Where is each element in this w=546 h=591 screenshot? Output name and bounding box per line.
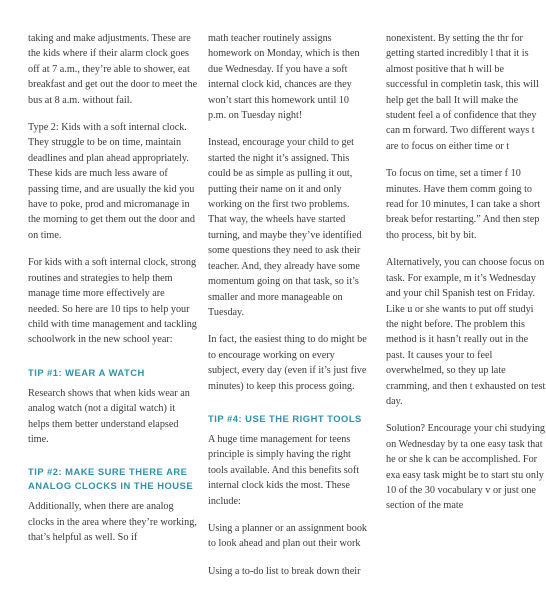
tip-1-heading: TIP #1: WEAR A WATCH: [28, 366, 145, 378]
paragraph: Type 2: Kids with a soft internal clock. They struggle to be on time, maintain deadlines and plan ahead appropriately. These kids are much less aware of passing time, and are usually the kid you have to poke, prod and micromanage in the morning to get them out the door and on time.: [28, 122, 195, 241]
paragraph: Additionally, when there are analog clocks in the area where they’re working, that’s helpful as well. So if: [28, 501, 197, 544]
paragraph: nonexistent. By setting the thr for getting started incredibly l that it is almost positive that h will be successful in completin task, this will help get the ball It will make the student feel a of confidence that they can m forward. Two different ways t are to focus on either time or t: [386, 33, 539, 152]
paragraph: taking and make adjustments. These are the kids where if their alarm clock goes off at 7 a.m., they’re able to shower, eat breakfast and get out the door to meet the bus at 8 a.m. without fail.: [28, 33, 198, 106]
paragraph: A huge time management for teens principle is simply having the right tools available. And this benefits soft internal clock kids the most. These include:: [208, 433, 360, 507]
paragraph: For kids with a soft internal clock, strong routines and strategies to help them manage time more effectively are needed. So here are 10 tips to help your child with time management and tackling schoolwork in the new school year:: [28, 257, 197, 346]
article-column-3: [386, 31, 546, 526]
tip-4-heading: TIP #4: USE THE RIGHT TOOLS: [208, 412, 362, 424]
paragraph: Solution? Encourage your chi studying on Wednesday by ta one easy task that he or she k can be accomplished. For exa easy task might be to start stu only 10 of the 30 vocabulary v or just one section of the mate: [386, 423, 546, 512]
paragraph: Alternatively, you can choose focus on task. For example, m it’s Wednesday and your chil Spanish test on Friday. Like u or she wants to put off studyi the night before. The problem this method is it hasn’t really out in the past. It causes your to feel overwhelmed, so they up late cramming, and then t exhausted on test day.: [386, 257, 546, 407]
paragraph: Instead, encourage your child to get started the night it’s assigned. This could be as simple as pulling it out, putting their name on it and only working on the first two problems. That way, the wheels have started turning, and maybe they’ve identified some questions they need to ask their teacher. And, they already have some momentum going on that task, so it’s smaller and more manageable on Tuesday.: [208, 137, 362, 318]
list-item-text: Using a to-do list to break down their: [208, 565, 361, 577]
tip-2-heading: TIP #2: MAKE SURE THERE ARE ANALOG CLOCKS IN THE HOUSE: [28, 466, 194, 492]
tools-list: [208, 521, 368, 579]
article-column-2: [208, 31, 368, 591]
article-column-1: [28, 31, 198, 558]
paragraph: Research shows that when kids wear an analog watch (not a digital watch) it helps them better understand elapsed time.: [28, 387, 190, 445]
paragraph: To focus on time, set a timer f 10 minutes. Have them comm going to read for 10 minutes, I can take a short break befor restarting.” And then step tho process, bit by bit.: [386, 168, 541, 241]
list-item-text: Using a planner or an assignment book to look ahead and plan out their work: [208, 522, 368, 550]
list-item: [208, 521, 368, 552]
paragraph: math teacher routinely assigns homework on Monday, which is then due Wednesday. If you have a soft internal clock kid, chances are they won’t start this homework until 10 p.m. on Tuesday night!: [208, 33, 360, 122]
paragraph: In fact, the easiest thing to do might be to encourage working on every subject, every day (even if it’s just five minutes) to keep this process going.: [208, 334, 367, 392]
list-item: [208, 564, 368, 579]
